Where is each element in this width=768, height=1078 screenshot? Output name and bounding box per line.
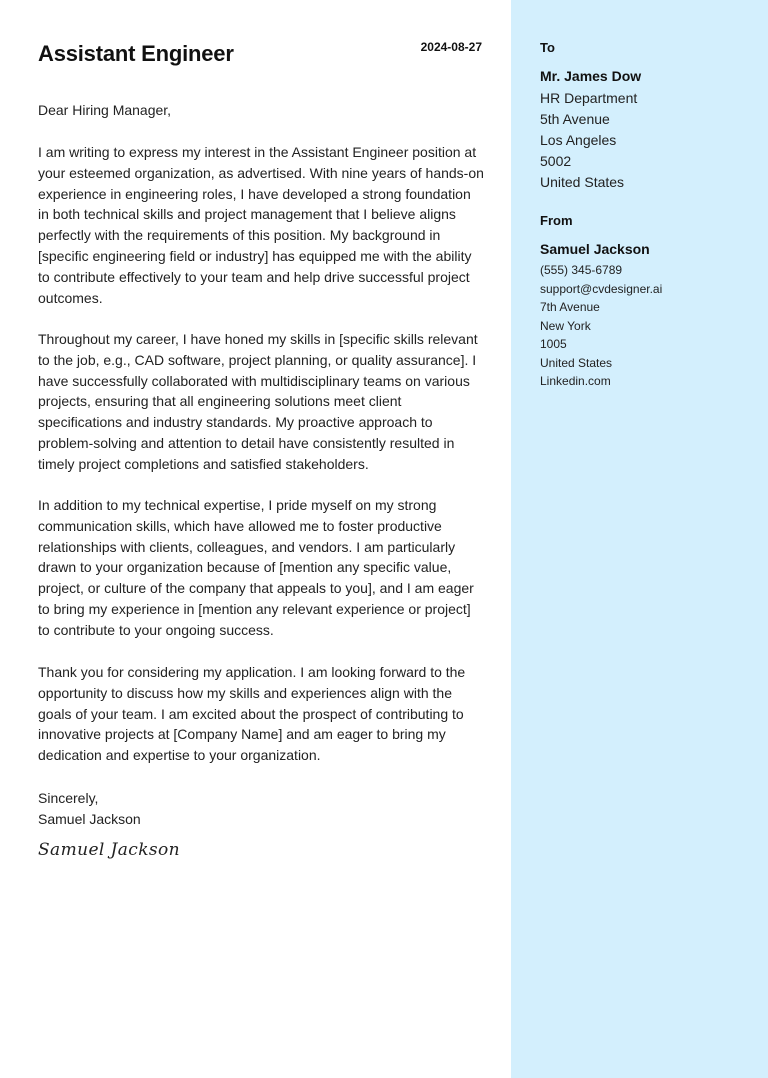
sender-name: Samuel Jackson [540,241,650,257]
sender-zip: 1005 [540,337,567,351]
recipient-country: United States [540,174,625,190]
sender-phone: (555) 345-6789 [540,263,623,277]
greeting: Dear Hiring Manager, [38,102,172,118]
sender-city: New York [540,319,591,333]
from-label: From [540,213,573,228]
recipient-name: Mr. James Dow [540,68,642,84]
paragraph-1: I am writing to express my interest in the Assistant Engineer position at your esteemed organization, as advertised. With nine years of hands-on experience in engineering roles, I have developed a strong foundation in both technical skills and project management that I believe aligns perfectly with the requirements of this position. My background in [specific engineering field or industry] has equipped me with the ability to contribute effectively to your team and help drive successful project outcomes. [38,144,484,306]
recipient-department: HR Department [540,90,638,106]
sender-linkedin: Linkedin.com [540,374,611,388]
sender-email: support@cvdesigner.ai [540,282,663,296]
paragraph-3: In addition to my technical expertise, I pride myself on my strong communication skills, which have allowed me to foster productive relationships with clients, colleagues, and vendors. I am particularly drawn to your organization because of [mention any specific value, project, or culture of the company that appeals to you], and I am eager to bring my experience in [mention any relevant experience or project] to contribute to your ongoing success. [38,497,474,638]
sender-street: 7th Avenue [540,300,600,314]
recipient-street: 5th Avenue [540,111,610,127]
to-label: To [540,40,555,55]
closing-block [38,788,141,830]
closing-text: Sincerely, [38,790,99,806]
letter-date: 2024-08-27 [420,40,482,54]
paragraph-2: Throughout my career, I have honed my skills in [specific skills relevant to the job, e.g., CAD software, project planning, or quality assurance]. I have successfully collaborated with multidisciplinary teams on various projects, ensuring that all engineering solutions meet client specifications and industry standards. My proactive approach to problem-solving and attention to detail have consistently resulted in timely project completions and satisfied stakeholders. [38,331,478,472]
recipient-city: Los Angeles [540,132,617,148]
handwritten-signature: Samuel Jackson [38,840,181,860]
closing-sender-name: Samuel Jackson [38,810,141,827]
sender-country: United States [540,356,613,370]
recipient-zip: 5002 [540,153,572,169]
job-title: Assistant Engineer [38,41,234,66]
paragraph-4: Thank you for considering my application. I am looking forward to the opportunity to discuss how my skills and experiences align with the goals of your team. I am excited about the prospect of contributing to innovative projects at [Company Name] and am eager to bring my dedication and expertise to your organization. [38,664,466,764]
contact-sidebar [511,0,768,1078]
